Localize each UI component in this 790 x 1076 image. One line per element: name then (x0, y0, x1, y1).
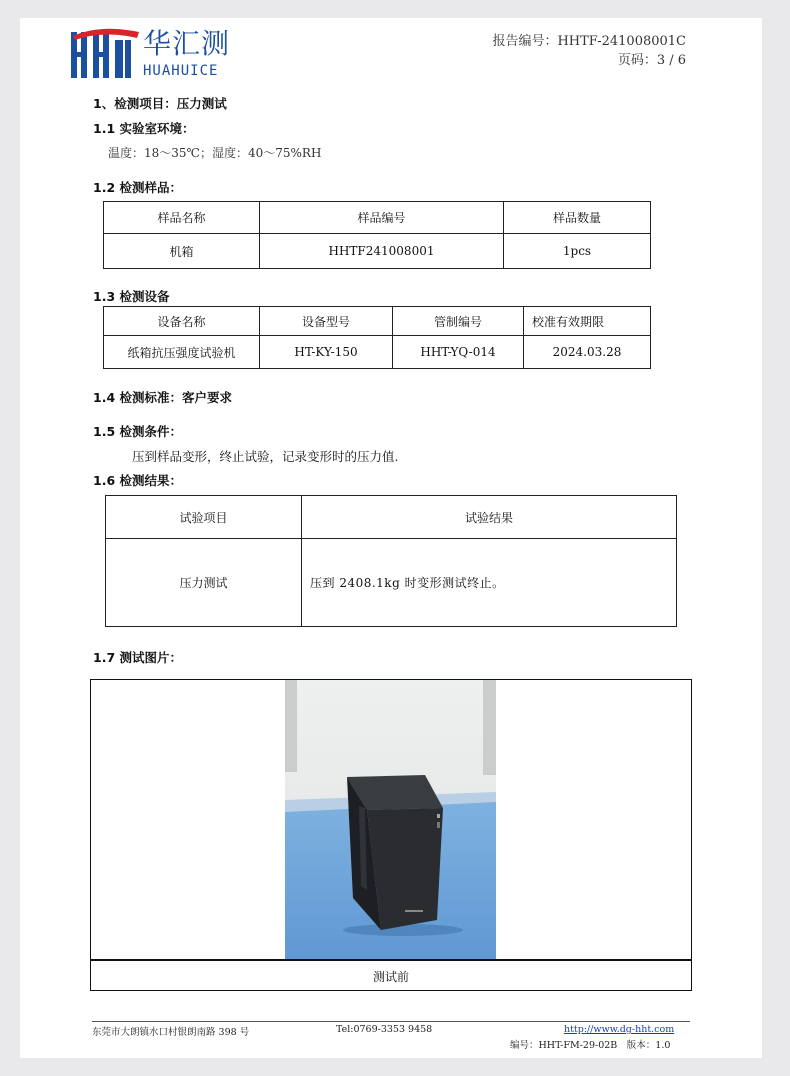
equip-header-calibration: 校准有效期限 (524, 307, 651, 336)
footer-address: 东莞市大朗镇水口村银朗南路 398 号 (92, 1027, 250, 1038)
logo-chinese-name: 华汇测 (143, 27, 231, 60)
footer-divider (92, 1021, 690, 1022)
footer-tel: Tel:0769-3353 9458 (336, 1024, 433, 1035)
report-number: 报告编号：HHTF-241008001C (492, 34, 686, 49)
page-number: 页码：3 / 6 (617, 53, 686, 68)
section-sample: 1.2 检测样品： (93, 180, 182, 195)
footer-website-link[interactable]: http://www.dg-hht.com (564, 1024, 675, 1035)
equipment-table (103, 306, 651, 369)
sample-cell-id: HHTF241008001 (260, 234, 504, 269)
condition-text: 压到样品变形，终止试验，记录变形时的压力值. (132, 449, 399, 464)
footer-form-number: 编号：HHT-FM-29-02B 版本：1.0 (510, 1040, 671, 1051)
test-photo-before (285, 680, 496, 959)
sample-table (103, 201, 651, 269)
photo-caption: 测试前 (372, 970, 409, 984)
result-cell-item: 压力测试 (106, 539, 302, 627)
company-logo-mark (71, 28, 139, 78)
sample-cell-name: 机箱 (104, 234, 260, 269)
result-header-item: 试验项目 (106, 496, 302, 539)
section-condition: 1.5 检测条件： (93, 424, 182, 439)
equip-header-name: 设备名称 (104, 307, 260, 336)
section-equipment: 1.3 检测设备 (93, 289, 170, 304)
sample-header-name: 样品名称 (104, 202, 260, 234)
section-standard: 1.4 检测标准：客户要求 (93, 390, 232, 405)
env-conditions: 温度：18～35℃；湿度：40～75%RH (108, 146, 322, 160)
logo-english-name: HUAHUICE (143, 63, 219, 79)
equip-header-model: 设备型号 (260, 307, 393, 336)
photo-frame (90, 679, 692, 991)
sample-cell-qty: 1pcs (504, 234, 651, 269)
equip-cell-name: 纸箱抗压强度试验机 (104, 336, 260, 369)
section-result: 1.6 检测结果： (93, 473, 182, 488)
sample-header-qty: 样品数量 (504, 202, 651, 234)
equip-cell-calibration: 2024.03.28 (524, 336, 651, 369)
sample-header-id: 样品编号 (260, 202, 504, 234)
result-table (105, 495, 677, 627)
report-page (20, 18, 762, 1058)
equip-header-control: 管制编号 (393, 307, 524, 336)
section-lab-env: 1.1 实验室环境： (93, 121, 195, 136)
section-test-item: 1、检测项目：压力测试 (93, 96, 227, 111)
section-photos: 1.7 测试图片： (93, 650, 182, 665)
result-cell-result: 压到 2408.1kg 时变形测试终止。 (302, 539, 677, 627)
equip-cell-control: HHT-YQ-014 (393, 336, 524, 369)
result-header-result: 试验结果 (302, 496, 677, 539)
equip-cell-model: HT-KY-150 (260, 336, 393, 369)
